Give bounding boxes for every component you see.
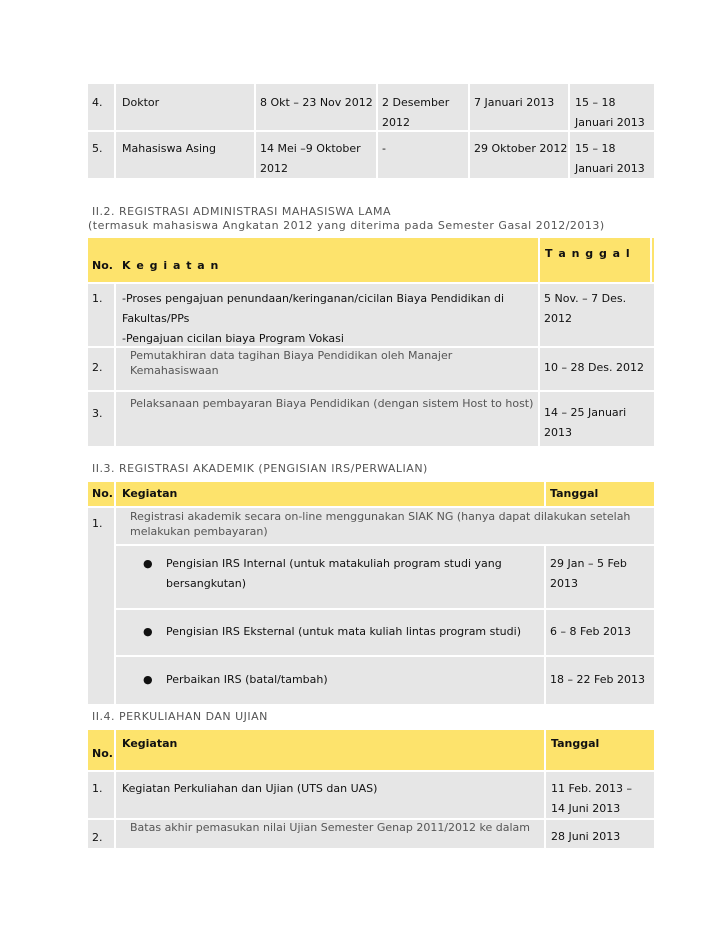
date-cell: 2 Desember — [382, 96, 450, 109]
row-number: 3. — [92, 407, 103, 420]
program-name: Doktor — [122, 96, 160, 109]
date-cell: 2012 — [544, 312, 572, 325]
activity-text: Pemutakhiran data tagihan Biaya Pendidikan oleh Manajer — [130, 349, 453, 362]
header-tanggal: T a n g g a l — [545, 247, 631, 260]
header-no: No. — [92, 259, 113, 272]
row-number: 5. — [92, 142, 103, 155]
header-kegiatan: Kegiatan — [122, 487, 178, 500]
date-cell: 2012 — [382, 116, 410, 129]
activity-text: -Pengajuan cicilan biaya Program Vokasi — [122, 332, 344, 345]
section-title: II.4. PERKULIAHAN DAN UJIAN — [92, 710, 268, 723]
row-number: 4. — [92, 96, 103, 109]
date-cell: 15 – 18 — [575, 96, 616, 109]
date-cell: 18 – 22 Feb 2013 — [550, 673, 645, 686]
date-cell: Januari 2013 — [575, 162, 645, 175]
header-no: No. — [92, 747, 113, 760]
date-cell: 14 Mei –9 Oktober — [260, 142, 361, 155]
bullet-icon: ● — [143, 673, 153, 686]
date-cell: Januari 2013 — [575, 116, 645, 129]
activity-text: Batas akhir pemasukan nilai Ujian Semester Genap 2011/2012 ke dalam — [130, 821, 530, 834]
date-cell: 14 – 25 Januari — [544, 406, 627, 419]
activity-text: Kemahasiswaan — [130, 364, 219, 377]
date-cell: 29 Oktober 2012 — [474, 142, 568, 155]
header-kegiatan: Kegiatan — [122, 737, 178, 750]
row-number: 2. — [92, 831, 103, 844]
bullet-text: Pengisian IRS Internal (untuk matakuliah program studi yang — [166, 557, 502, 570]
header-kegiatan: K e g i a t a n — [122, 259, 220, 272]
bullet-text: Perbaikan IRS (batal/tambah) — [166, 673, 328, 686]
activity-text: melakukan pembayaran) — [130, 525, 268, 538]
date-cell: 29 Jan – 5 Feb — [550, 557, 627, 570]
header-tanggal: Tanggal — [550, 487, 599, 500]
header-no: No. — [92, 487, 113, 500]
section-title: II.3. REGISTRASI AKADEMIK (PENGISIAN IRS/PERWALIAN) — [92, 462, 428, 475]
date-cell: 8 Okt – 23 Nov 2012 — [260, 96, 373, 109]
row-number: 2. — [92, 361, 103, 374]
date-cell: 5 Nov. – 7 Des. — [544, 292, 627, 305]
date-cell: 14 Juni 2013 — [551, 802, 621, 815]
row-number: 1. — [92, 782, 103, 795]
date-cell: 28 Juni 2013 — [551, 830, 621, 843]
activity-text: Kegiatan Perkuliahan dan Ujian (UTS dan UAS) — [122, 782, 378, 795]
date-cell: 2012 — [260, 162, 288, 175]
date-cell: 10 – 28 Des. 2012 — [544, 361, 644, 374]
bullet-text: bersangkutan) — [166, 577, 247, 590]
date-cell: 2013 — [550, 577, 578, 590]
row-number: 1. — [92, 292, 103, 305]
section-title: II.2. REGISTRASI ADMINISTRASI MAHASISWA LAMA — [92, 205, 392, 218]
activity-text: Registrasi akademik secara on-line menggunakan SIAK NG (hanya dapat dilakukan setelah — [130, 510, 631, 523]
date-cell: 6 – 8 Feb 2013 — [550, 625, 631, 638]
date-cell: - — [382, 142, 386, 155]
header-tanggal: Tanggal — [551, 737, 600, 750]
date-cell: 15 – 18 — [575, 142, 616, 155]
date-cell: 11 Feb. 2013 – — [551, 782, 632, 795]
bullet-icon: ● — [143, 557, 153, 570]
bullet-text: Pengisian IRS Eksternal (untuk mata kuliah lintas program studi) — [166, 625, 521, 638]
program-name: Mahasiswa Asing — [122, 142, 216, 155]
row-number: 1. — [92, 517, 103, 530]
date-cell: 2013 — [544, 426, 572, 439]
section-subtitle: (termasuk mahasiswa Angkatan 2012 yang diterima pada Semester Gasal 2012/2013) — [88, 219, 605, 232]
activity-text: Fakultas/PPs — [122, 312, 190, 325]
date-cell: 7 Januari 2013 — [474, 96, 555, 109]
bullet-icon: ● — [143, 625, 153, 638]
activity-text: -Proses pengajuan penundaan/keringanan/cicilan Biaya Pendidikan di — [122, 292, 505, 305]
activity-text: Pelaksanaan pembayaran Biaya Pendidikan (dengan sistem Host to host) — [130, 397, 534, 410]
